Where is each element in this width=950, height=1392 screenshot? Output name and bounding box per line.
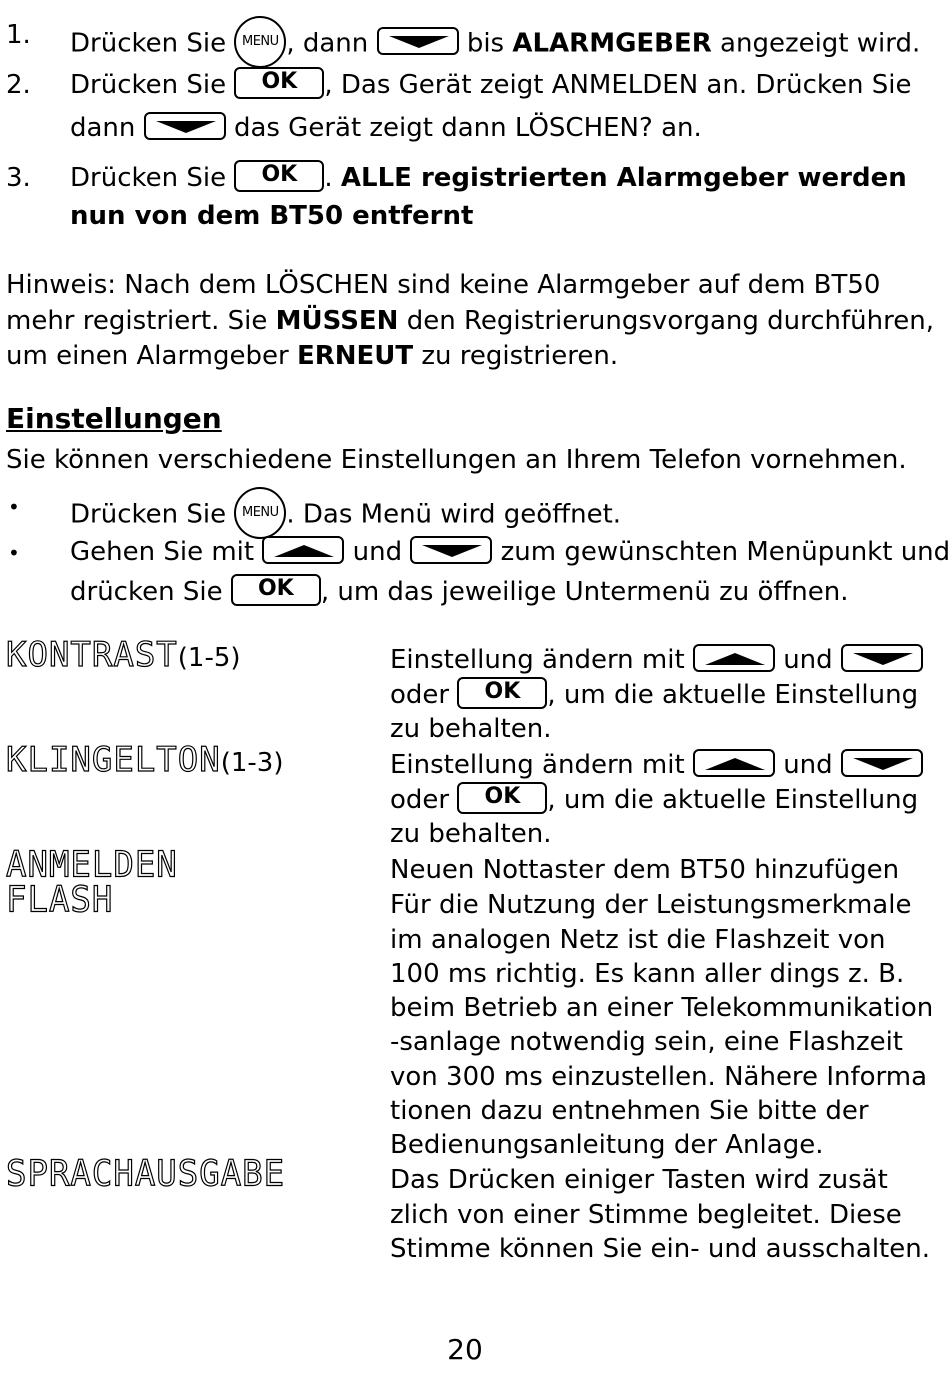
menu-desc: Für die Nutzung der Leistungsmerkmale (390, 890, 912, 920)
menu-desc: von 300 ms einzustellen. Nähere Informa (390, 1062, 928, 1092)
lcd-label: ANMELDEN (6, 844, 178, 886)
menu-desc (390, 748, 923, 782)
note-line (6, 339, 618, 373)
section-heading: Einstellungen (6, 402, 222, 435)
desc-text: Einstellung ändern mit (390, 645, 685, 675)
menu-desc (390, 783, 918, 817)
note-text: den Registrierungsvorgang durchführen, (406, 306, 934, 336)
up-key-icon (693, 644, 775, 672)
step-text: Drücken Sie (70, 163, 227, 193)
lcd-label: KLINGELTON (6, 740, 221, 780)
lcd-label: KONTRAST (6, 635, 178, 675)
ok-key-icon: OK (457, 782, 547, 814)
desc-text: oder (390, 785, 450, 815)
menu-desc: Bedienungsanleitung der Anlage. (390, 1130, 824, 1160)
menu-label (6, 740, 284, 780)
menu-desc: zlich von einer Stimme begleitet. Diese (390, 1200, 902, 1230)
bullet-text: und (352, 537, 403, 567)
step-2-line2 (70, 111, 702, 145)
note-line (6, 304, 934, 338)
desc-text: , um die aktuelle Einstellung (547, 680, 919, 710)
ok-key-icon: OK (234, 67, 324, 99)
page-number: 20 (447, 1333, 483, 1366)
step-text: angezeigt wird. (720, 28, 921, 59)
menu-desc: Neuen Nottaster dem BT50 hinzufügen (390, 855, 900, 885)
step-number: 1. (6, 20, 31, 50)
step-text: das Gerät zeigt dann LÖSCHEN? an. (233, 113, 702, 143)
menu-key-icon: MENU (234, 16, 286, 68)
down-key-icon (841, 749, 923, 777)
menu-desc: zu behalten. (390, 819, 552, 849)
note-line: Hinweis: Nach dem LÖSCHEN sind keine Alarmgeber auf dem BT50 (6, 270, 881, 300)
bullet-text: Drücken Sie (70, 499, 227, 530)
up-key-icon (262, 536, 344, 564)
bullet-marker: • (8, 495, 20, 519)
step-text: bis (466, 28, 505, 59)
lcd-label: SPRACHAUSGABE (6, 1153, 286, 1195)
menu-desc: zu behalten. (390, 714, 552, 744)
bullet-text: , um das jeweilige Untermenü zu öffnen. (320, 577, 849, 607)
step-1 (70, 18, 920, 70)
menu-desc: Das Drücken einiger Tasten wird zusät (390, 1165, 888, 1195)
step-2-line1 (70, 68, 911, 102)
note-text: um einen Alarmgeber (6, 341, 289, 371)
step-text: Drücken Sie (70, 70, 227, 100)
down-key-icon (841, 644, 923, 672)
step-3-line2 (70, 199, 473, 233)
range-label: (1-3) (220, 748, 284, 778)
step-bold: nun von dem BT50 entfernt (70, 201, 474, 231)
bullet-text: . Das Menü wird geöffnet. (286, 499, 622, 530)
lcd-label: FLASH (6, 879, 114, 921)
step-text: . (324, 163, 333, 193)
step-number: 3. (6, 163, 31, 193)
ok-key-icon: OK (234, 160, 324, 192)
menu-desc (390, 643, 923, 677)
bullet-text: zum gewünschten Menüpunkt und (500, 537, 950, 567)
down-key-icon (144, 112, 226, 140)
step-number: 2. (6, 70, 31, 100)
section-intro: Sie können verschiedene Einstellungen an Ihrem Telefon vornehmen. (6, 445, 907, 475)
bullet-text: Gehen Sie mit (70, 537, 255, 567)
step-bold: ALARMGEBER (512, 28, 712, 59)
menu-desc: tionen dazu entnehmen Sie bitte der (390, 1096, 869, 1126)
down-key-icon (377, 27, 459, 55)
ok-key-icon: OK (457, 677, 547, 709)
bullet-item-line2 (70, 575, 849, 609)
bullet-item (70, 535, 950, 569)
desc-text: oder (390, 680, 450, 710)
menu-desc: 100 ms richtig. Es kann aller dings z. B. (390, 959, 905, 989)
desc-text: Einstellung ändern mit (390, 750, 685, 780)
menu-desc: Stimme können Sie ein- und ausschalten. (390, 1234, 930, 1264)
bullet-text: drücken Sie (70, 577, 223, 607)
note-bold: ERNEUT (296, 341, 414, 371)
ok-key-icon: OK (231, 574, 321, 606)
up-key-icon (693, 749, 775, 777)
note-text: zu registrieren. (421, 341, 619, 371)
step-text: , dann (286, 28, 369, 59)
note-bold: MÜSSEN (275, 306, 399, 336)
desc-text: und (783, 750, 833, 780)
range-label: (1-5) (177, 643, 241, 673)
step-text: Drücken Sie (70, 28, 227, 59)
desc-text: und (783, 645, 833, 675)
step-bold: ALLE registrierten Alarmgeber werden (340, 163, 907, 193)
bullet-marker: • (8, 541, 20, 565)
menu-desc: -sanlage notwendig sein, eine Flashzeit (390, 1027, 904, 1057)
step-text: , Das Gerät zeigt ANMELDEN an. Drücken Sie (324, 70, 912, 100)
note-text: mehr registriert. Sie (6, 306, 268, 336)
desc-text: , um die aktuelle Einstellung (547, 785, 919, 815)
menu-label (6, 635, 241, 675)
step-3-line1 (70, 161, 907, 195)
bullet-item (70, 489, 621, 541)
menu-desc: im analogen Netz ist die Flashzeit von (390, 925, 886, 955)
menu-desc (390, 678, 918, 712)
down-key-icon (410, 536, 492, 564)
step-text: dann (70, 113, 136, 143)
menu-desc: beim Betrieb an einer Telekommunikation (390, 993, 934, 1023)
menu-key-icon: MENU (234, 487, 286, 539)
